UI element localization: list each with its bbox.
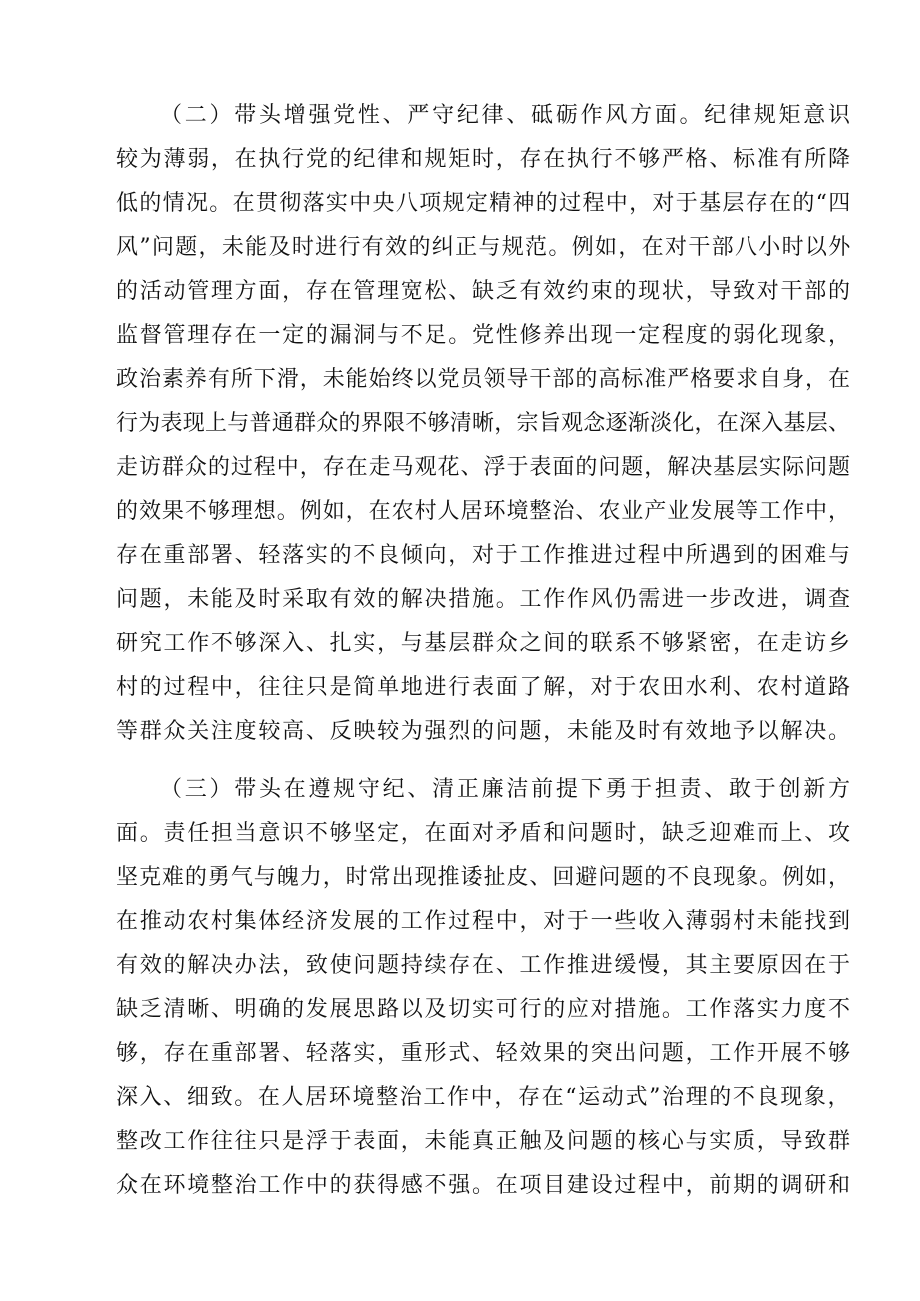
text-line: 等群众关注度较高、反映较为强烈的问题，未能及时有效地予以解决。 — [116, 719, 852, 744]
text-line: 面。责任担当意识不够坚定，在面对矛盾和问题时，缺乏迎难而上、攻 — [116, 821, 852, 846]
text-line: （二）带头增强党性、严守纪律、砥砺作风方面。纪律规矩意识 — [160, 103, 853, 128]
text-line: 整改工作往往只是浮于表面，未能真正触及问题的核心与实质，导致群 — [116, 1129, 852, 1154]
text-line: 的效果不够理想。例如，在农村人居环境整治、农业产业发展等工作中， — [116, 499, 851, 524]
text-line: 缺乏清晰、明确的发展思路以及切实可行的应对措施。工作落实力度不 — [116, 997, 852, 1022]
text-line: 村的过程中，往往只是简单地进行表面了解，对于农田水利、农村道路 — [116, 675, 852, 700]
text-line: 行为表现上与普通群众的界限不够清晰，宗旨观念逐渐淡化，在深入基层、 — [116, 411, 851, 436]
text-line: 深入、细致。在人居环境整治工作中，存在“运动式”治理的不良现象， — [116, 1085, 852, 1110]
text-line: 众在环境整治工作中的获得感不强。在项目建设过程中，前期的调研和 — [116, 1173, 852, 1198]
text-line: 够，存在重部署、轻落实，重形式、轻效果的突出问题，工作开展不够 — [116, 1041, 852, 1066]
text-line: 在推动农村集体经济发展的工作过程中，对于一些收入薄弱村未能找到 — [116, 909, 852, 934]
text-line: 监督管理存在一定的漏洞与不足。党性修养出现一定程度的弱化现象， — [116, 323, 852, 348]
text-line: 问题，未能及时采取有效的解决措施。工作作风仍需进一步改进，调查 — [116, 587, 852, 612]
text-line: 有效的解决办法，致使问题持续存在、工作推进缓慢，其主要原因在于 — [116, 953, 852, 978]
text-line: 政治素养有所下滑，未能始终以党员领导干部的高标准严格要求自身，在 — [116, 367, 851, 392]
text-line: 风”问题，未能及时进行有效的纠正与规范。例如，在对干部八小时以外 — [116, 235, 852, 260]
text-line: 较为薄弱，在执行党的纪律和规矩时，存在执行不够严格、标准有所降 — [116, 147, 852, 172]
text-line: 的活动管理方面，存在管理宽松、缺乏有效约束的现状，导致对干部的 — [116, 279, 852, 304]
text-line: 走访群众的过程中，存在走马观花、浮于表面的问题，解决基层实际问题 — [116, 455, 851, 480]
text-line: 存在重部署、轻落实的不良倾向，对于工作推进过程中所遇到的困难与 — [116, 543, 852, 568]
text-line: （三）带头在遵规守纪、清正廉洁前提下勇于担责、敢于创新方 — [160, 777, 853, 802]
text-line: 研究工作不够深入、扎实，与基层群众之间的联系不够紧密，在走访乡 — [116, 631, 852, 656]
text-line: 坚克难的勇气与魄力，时常出现推诿扯皮、回避问题的不良现象。例如， — [116, 865, 851, 890]
text-line: 低的情况。在贯彻落实中央八项规定精神的过程中，对于基层存在的“四 — [116, 191, 852, 216]
